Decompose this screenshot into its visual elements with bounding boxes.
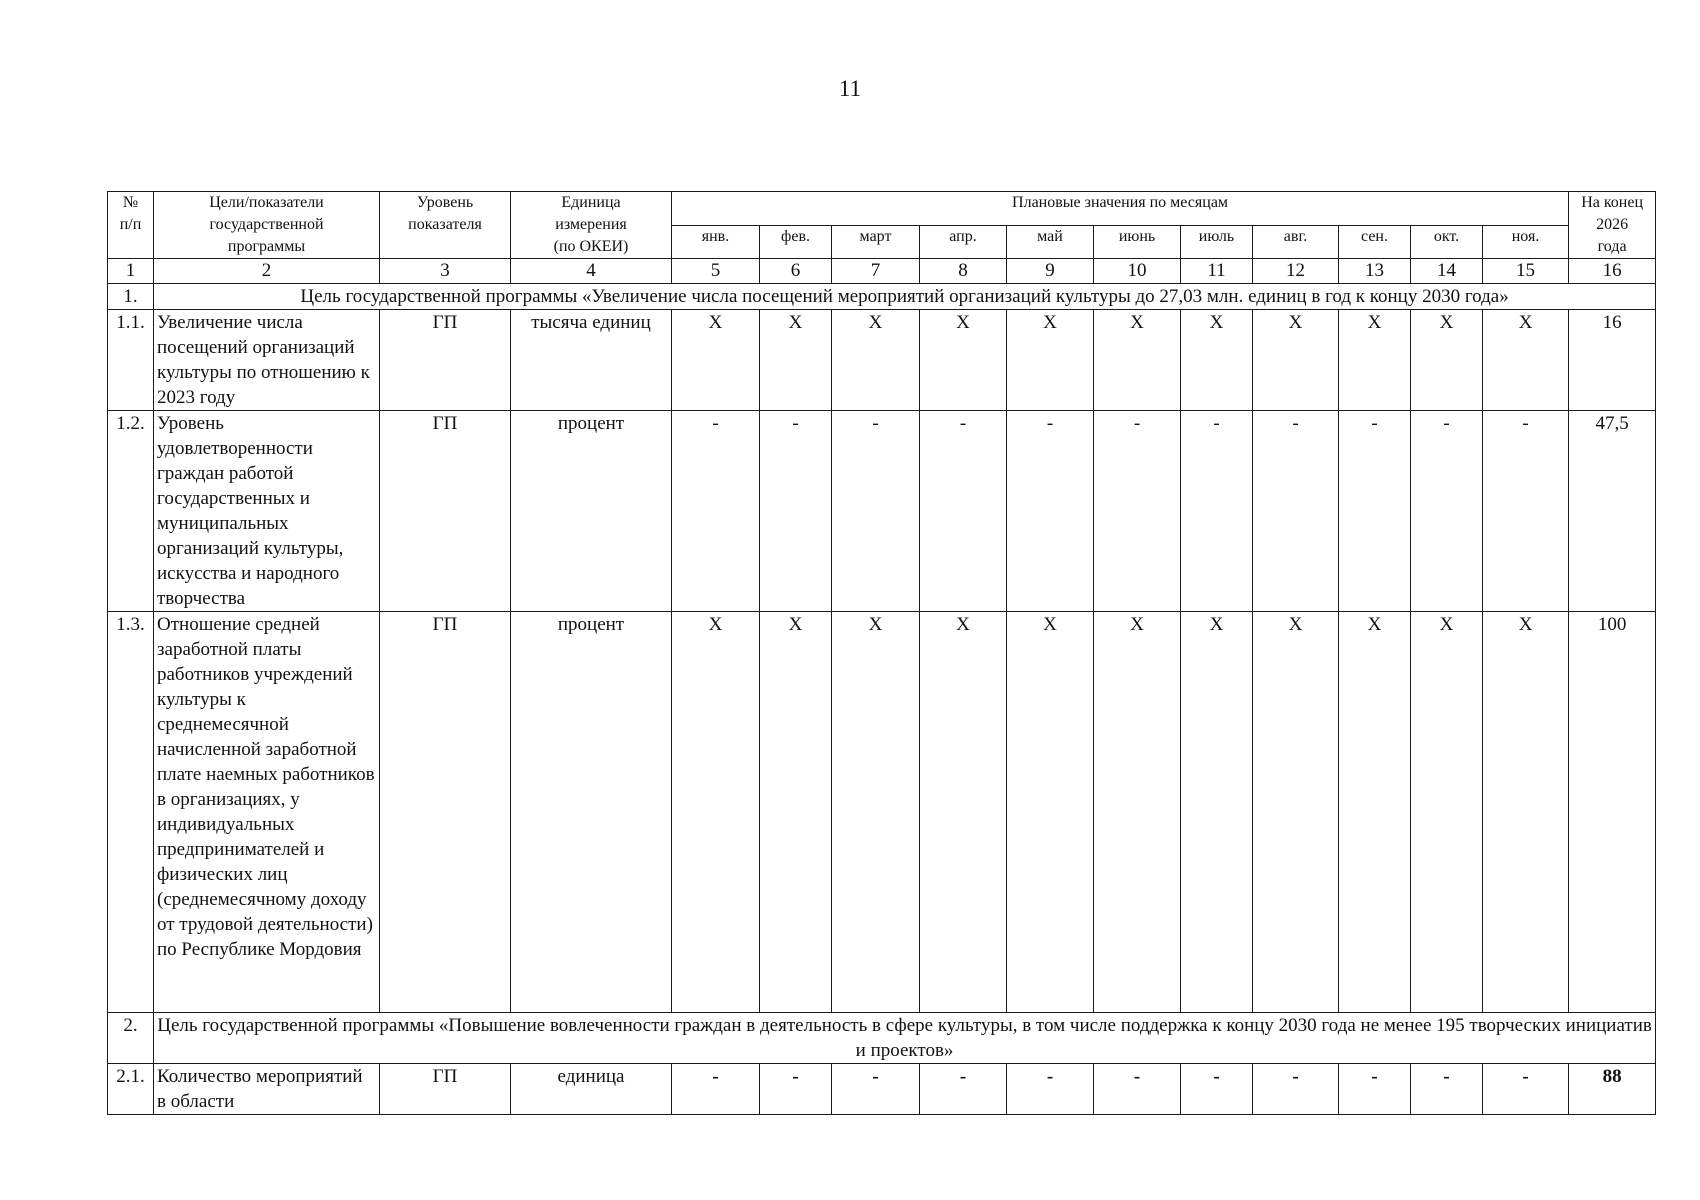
column-number: 11 <box>1181 259 1253 284</box>
month-header: ноя. <box>1483 225 1569 259</box>
column-number: 6 <box>760 259 832 284</box>
month-header: июнь <box>1094 225 1181 259</box>
month-header: окт. <box>1411 225 1483 259</box>
column-number: 1 <box>108 259 154 284</box>
page-number: 11 <box>838 76 862 101</box>
month-value: - <box>1483 1064 1569 1115</box>
header-end: На конец 2026 года <box>1569 192 1656 259</box>
indicator-level: ГП <box>380 612 511 1013</box>
indicator-unit: единица <box>511 1064 672 1115</box>
month-value: - <box>1483 411 1569 612</box>
goal-num: 1. <box>108 284 154 310</box>
month-value: - <box>1094 411 1181 612</box>
indicator-unit: процент <box>511 612 672 1013</box>
column-number: 2 <box>154 259 380 284</box>
month-header: фев. <box>760 225 832 259</box>
month-header: авг. <box>1253 225 1339 259</box>
month-value: - <box>1339 1064 1411 1115</box>
month-value: - <box>1094 1064 1181 1115</box>
indicator-num: 1.1. <box>108 310 154 411</box>
indicator-unit: процент <box>511 411 672 612</box>
month-value: Х <box>1339 310 1411 411</box>
header-planned: Плановые значения по месяцам <box>672 192 1569 226</box>
column-number: 4 <box>511 259 672 284</box>
header-unit: Единица измерения (по ОКЕИ) <box>511 192 672 259</box>
indicators-table <box>107 191 1656 1115</box>
month-header: сен. <box>1339 225 1411 259</box>
column-number: 5 <box>672 259 760 284</box>
month-value: - <box>760 1064 832 1115</box>
indicator-num: 1.2. <box>108 411 154 612</box>
month-value: Х <box>1007 612 1094 1013</box>
month-header: май <box>1007 225 1094 259</box>
month-value: - <box>1253 411 1339 612</box>
month-value: Х <box>1411 310 1483 411</box>
month-value: - <box>1339 411 1411 612</box>
month-value: - <box>672 1064 760 1115</box>
month-value: Х <box>1181 612 1253 1013</box>
column-number: 10 <box>1094 259 1181 284</box>
goal-row-2 <box>108 1013 1656 1064</box>
month-value: Х <box>1411 612 1483 1013</box>
indicator-num: 1.3. <box>108 612 154 1013</box>
month-value: - <box>1181 411 1253 612</box>
month-value: Х <box>832 310 920 411</box>
month-value: Х <box>672 310 760 411</box>
goal-num: 2. <box>108 1013 154 1064</box>
indicator-level: ГП <box>380 411 511 612</box>
column-number: 16 <box>1569 259 1656 284</box>
end-value: 88 <box>1569 1064 1656 1115</box>
column-number: 8 <box>920 259 1007 284</box>
indicator-name: Уровень удовлетворенности граждан работой государственных и муниципальных организаций культуры, искусства и народного творчества <box>154 411 380 612</box>
column-number: 14 <box>1411 259 1483 284</box>
month-value: Х <box>1483 612 1569 1013</box>
indicator-unit: тысяча единиц <box>511 310 672 411</box>
month-header: июль <box>1181 225 1253 259</box>
end-value: 47,5 <box>1569 411 1656 612</box>
column-number-row <box>108 259 1656 284</box>
month-value: Х <box>760 310 832 411</box>
month-value: Х <box>1339 612 1411 1013</box>
header-level: Уровень показателя <box>380 192 511 259</box>
column-number: 9 <box>1007 259 1094 284</box>
indicator-name: Увеличение числа посещений организаций культуры по отношению к 2023 году <box>154 310 380 411</box>
column-number: 12 <box>1253 259 1339 284</box>
header-row <box>108 192 1656 226</box>
month-value: - <box>1007 1064 1094 1115</box>
month-value: Х <box>760 612 832 1013</box>
indicator-name: Количество мероприятий в области <box>154 1064 380 1115</box>
month-value: - <box>920 1064 1007 1115</box>
month-value: - <box>1181 1064 1253 1115</box>
header-num: № п/п <box>108 192 154 259</box>
month-value: Х <box>920 310 1007 411</box>
month-header: янв. <box>672 225 760 259</box>
month-header: март <box>832 225 920 259</box>
goal-text: Цель государственной программы «Увеличение числа посещений мероприятий организаций культуры до 27,03 млн. единиц в год к концу 2030 года» <box>154 284 1656 310</box>
month-value: Х <box>672 612 760 1013</box>
month-value: Х <box>832 612 920 1013</box>
goal-row-1 <box>108 284 1656 310</box>
month-header: апр. <box>920 225 1007 259</box>
end-value: 16 <box>1569 310 1656 411</box>
end-value: 100 <box>1569 612 1656 1013</box>
indicator-row <box>108 310 1656 411</box>
header-goals: Цели/показатели государственной программы <box>154 192 380 259</box>
month-value: - <box>672 411 760 612</box>
column-number: 3 <box>380 259 511 284</box>
column-number: 7 <box>832 259 920 284</box>
column-number: 13 <box>1339 259 1411 284</box>
month-value: - <box>1253 1064 1339 1115</box>
column-number: 15 <box>1483 259 1569 284</box>
month-value: Х <box>920 612 1007 1013</box>
indicator-row <box>108 1064 1656 1115</box>
month-value: - <box>832 1064 920 1115</box>
indicator-level: ГП <box>380 310 511 411</box>
month-value: - <box>760 411 832 612</box>
indicator-row <box>108 411 1656 612</box>
month-value: - <box>1411 411 1483 612</box>
month-value: Х <box>1483 310 1569 411</box>
month-value: - <box>832 411 920 612</box>
month-value: Х <box>1253 612 1339 1013</box>
month-value: Х <box>1007 310 1094 411</box>
month-value: Х <box>1181 310 1253 411</box>
indicator-name: Отношение средней заработной платы работников учреждений культуры к среднемесячной начисленной заработной плате наемных работников в организациях, у индивидуальных предпринимателей и физических лиц (среднемесячному доходу от трудовой деятельности) по Республике Мордовия <box>154 612 380 1013</box>
goal-text: Цель государственной программы «Повышение вовлеченности граждан в деятельность в сфере культуры, в том числе поддержка к концу 2030 года не менее 195 творческих инициатив и проектов» <box>154 1013 1656 1064</box>
month-value: - <box>920 411 1007 612</box>
month-value: - <box>1007 411 1094 612</box>
indicator-row <box>108 612 1656 1013</box>
month-value: Х <box>1253 310 1339 411</box>
month-value: - <box>1411 1064 1483 1115</box>
indicator-level: ГП <box>380 1064 511 1115</box>
month-value: Х <box>1094 612 1181 1013</box>
month-value: Х <box>1094 310 1181 411</box>
indicator-num: 2.1. <box>108 1064 154 1115</box>
